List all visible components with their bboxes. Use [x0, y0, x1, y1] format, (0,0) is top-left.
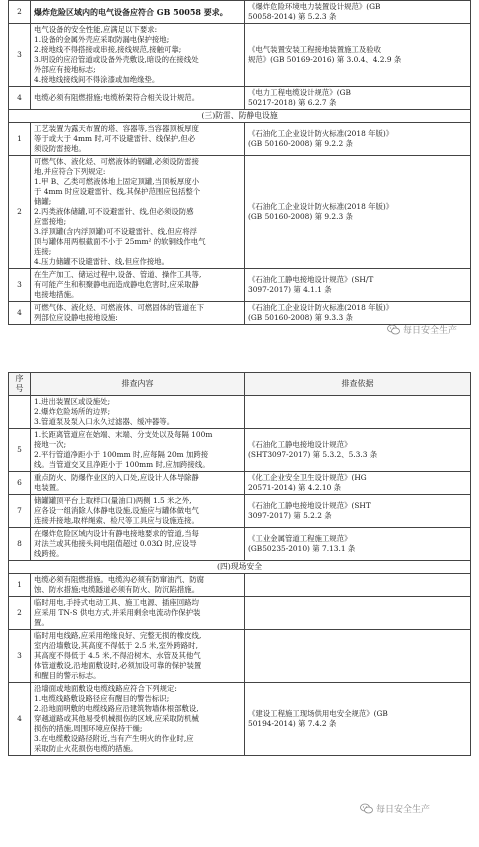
content-line: 4.压力储罐不设避雷针、线,但应作接地。 — [34, 257, 170, 266]
content-line: 在生产加工、储运过程中,设备、管道、操作工具等, — [34, 270, 202, 279]
table-row — [9, 396, 471, 429]
check-basis — [245, 156, 471, 269]
row-number: 2 — [9, 156, 31, 269]
content-line: 线跨接。 — [34, 549, 64, 558]
content-line: 储罐罐顶平台上取样口(量油口)两侧 1.5 米之外, — [34, 496, 192, 505]
basis-line: 《爆炸危险环境电力装置设计规范》(GB — [248, 2, 381, 11]
content-line: 须设防雷接地。 — [34, 144, 86, 153]
content-line: 连接; — [34, 247, 52, 256]
content-line: 3.明设的应沿管道或设备外壳敷设,暗设的在接线处 — [34, 55, 199, 64]
content-line: 列部位应设静电接地设施: — [34, 313, 118, 322]
content-line: 外部应有接地标志; — [34, 65, 96, 74]
content-line: 采取防止火花损伤电缆的措施。 — [34, 744, 138, 753]
content-line: 电缆必须有阻燃措施;电缆桥架符合相关设计规范。 — [34, 93, 200, 102]
content-line: 临时用电,手持式电动工具、施工电源、插座回路均 — [34, 598, 199, 607]
section-title: (四)现场安全 — [9, 561, 471, 574]
check-basis — [245, 597, 471, 630]
content-line: 临时用电线路,应采用绝缘良好、完整无损的橡皮线, — [34, 631, 202, 640]
content-line: 工艺装置为露天布置的塔、容器等,当容器顶板厚度 — [34, 124, 199, 133]
content-line: 等于或大于 4mm 时,可不设避雷针、线保护,但必 — [34, 134, 196, 143]
header-no: 序号 — [9, 373, 31, 396]
table-row — [9, 123, 471, 156]
upper-standards-table — [8, 0, 471, 325]
content-line: 1.进出装置区或设施处; — [34, 397, 111, 406]
content-line: 线。当管道交叉且净距小于 100mm 时,应加跨接线。 — [34, 460, 210, 469]
table-row — [9, 24, 471, 87]
content-line: 接地一次; — [34, 440, 67, 449]
basis-line: 《石油化工企业设计防火标准(2018 年版)》 — [248, 202, 394, 211]
row-number: 3 — [9, 630, 31, 683]
row-number: 2 — [9, 597, 31, 630]
basis-line: 50217-2018) 第 6.2.7 条 — [248, 98, 337, 107]
content-line: 爆炸危险区域内的电气设备应符合 GB 50058 要求。 — [34, 7, 228, 17]
content-line: 顶与罐体用两根截面不小于 25mm² 的软铜线作电气 — [34, 237, 206, 246]
basis-line: 《工业金属管道工程施工规范》 — [248, 534, 352, 543]
row-number: 3 — [9, 24, 31, 87]
check-content — [31, 683, 245, 756]
table-row — [9, 574, 471, 597]
basis-line: (GB 50160-2008) 第 9.2.2 条 — [248, 139, 353, 148]
basis-line: (SHT3097-2017) 第 5.3.2、5.3.3 条 — [248, 450, 378, 459]
row-number: 2 — [9, 1, 31, 24]
wechat-icon — [387, 324, 400, 335]
table-row — [9, 429, 471, 472]
basis-line: 《石油化工静电接地设计规范》(SHT — [248, 501, 371, 510]
content-line: 1.电缆线路敷设路径应有醒目的警告标识; — [34, 694, 170, 703]
table-row — [9, 302, 471, 325]
basis-line: (GB50235-2010) 第 7.13.1 条 — [248, 544, 356, 553]
content-line: 应各设一组消除人体静电设施,设施应与罐体做电气 — [34, 506, 199, 515]
header-content: 排查内容 — [31, 373, 245, 396]
watermark — [360, 802, 430, 815]
basis-line: 《电气装置安装工程接地装置施工及验收 — [248, 45, 382, 54]
content-line: 3.管道泵及泵入口永久过滤器、缓冲器等。 — [34, 417, 175, 426]
content-line: 穿越道路或其他易受机械损伤的区域,应采取防机械 — [34, 714, 199, 723]
content-line: 应采用 TN-S 供电方式,并采用剩余电流动作保护装 — [34, 608, 201, 617]
content-line: 对法兰或其他接头间电阻值超过 0.03Ω 时,应设导 — [34, 539, 197, 548]
basis-line: 50194-2014) 第 7.4.2 条 — [248, 719, 337, 728]
basis-line: 3097-2017) 第 5.2.2 条 — [248, 511, 332, 520]
section-row-site-safety — [9, 561, 471, 574]
table-row — [9, 495, 471, 528]
content-line: 地,并应符合下列规定: — [34, 167, 106, 176]
row-number: 4 — [9, 302, 31, 325]
section-row-lightning — [9, 110, 471, 123]
lower-standards-table — [8, 372, 471, 756]
content-line: 1.设备的金属外壳应采取防漏电保护接地; — [34, 35, 170, 44]
header-row — [9, 373, 471, 396]
check-content — [31, 597, 245, 630]
content-line: 2.丙类液体储罐,可不设避雷针、线,但必须设防感 — [34, 207, 194, 216]
content-line: 3.在电缆敷设路径附近,当有产生明火的作业时,应 — [34, 734, 194, 743]
content-line: 电装置。 — [34, 483, 64, 492]
content-line: 4.接地线接线间不得涂漆或加绝缘垫。 — [34, 75, 160, 84]
content-line: 蚀、防水措施;电缆隧道必须有防火、防沉陷措施。 — [34, 585, 200, 594]
table-row — [9, 528, 471, 561]
check-basis — [245, 429, 471, 472]
content-line: 可燃气体、液化烃、可燃液体、可燃固体的管道在下 — [34, 303, 204, 312]
section-title: (三)防雷、防静电设施 — [9, 110, 471, 123]
basis-line: 《化工企业安全卫生设计规范》(HG — [248, 473, 367, 482]
check-basis — [245, 630, 471, 683]
check-content — [31, 156, 245, 269]
content-line: 损伤的措施,周围环境应保持干燥; — [34, 724, 143, 733]
check-content — [31, 269, 245, 302]
content-line: 2.爆炸危险场所的边界; — [34, 407, 111, 416]
content-line: 储罐; — [34, 197, 52, 206]
check-content — [31, 396, 245, 429]
content-line: 沿墙面或地面敷设电缆线路应符合下列规定: — [34, 684, 177, 693]
table-row — [9, 597, 471, 630]
basis-line: 《电力工程电缆设计规范》(GB — [248, 88, 351, 97]
basis-line: 20571-2014) 第 4.2.10 条 — [248, 483, 342, 492]
page-gap — [0, 362, 479, 372]
check-content — [31, 574, 245, 597]
table-row — [9, 269, 471, 302]
content-line: 1.长距离管道应在始端、末端、分支处以及每隔 100m — [34, 430, 213, 439]
content-line: 应雷接地; — [34, 217, 67, 226]
row-number: 1 — [9, 123, 31, 156]
basis-line: 50058-2014) 第 5.2.3 条 — [248, 12, 337, 21]
check-content — [31, 123, 245, 156]
basis-line: 《石油化工企业设计防火标准(2018 年版)》 — [248, 129, 394, 138]
check-content — [31, 87, 245, 110]
watermark — [387, 323, 457, 336]
basis-line: 《石油化工静电接地设计规范》 — [248, 440, 352, 449]
lower-standards-table-sheet — [8, 372, 471, 756]
content-line: 2.平行管道净距小于 100mm 时,应每隔 20m 加跨接 — [34, 450, 209, 459]
table-row — [9, 630, 471, 683]
basis-line: (GB 50160-2008) 第 9.3.3 条 — [248, 313, 353, 322]
row-number: 4 — [9, 87, 31, 110]
content-line: 可燃气体、液化烃、可燃液体的钢罐,必须设防雷接 — [34, 157, 199, 166]
content-line: 在爆炸危险区域内设计有静电接地要求的管道,当每 — [34, 529, 199, 538]
row-number: 6 — [9, 472, 31, 495]
table-row — [9, 683, 471, 756]
check-content — [31, 472, 245, 495]
check-basis — [245, 302, 471, 325]
header-basis: 排查依据 — [245, 373, 471, 396]
check-basis — [245, 574, 471, 597]
content-line: 电接地措施。 — [34, 290, 79, 299]
watermark-text: 每日安全生产 — [376, 805, 431, 815]
content-line: 连接并接地,取样绳索、检尺等工具应与设施连接。 — [34, 516, 199, 525]
table-row — [9, 156, 471, 269]
basis-line: 《石油化工静电接地设计规范》(SH/T — [248, 275, 374, 284]
row-number: 7 — [9, 495, 31, 528]
basis-line: 《建设工程施工现场供用电安全规范》(GB — [248, 709, 388, 718]
check-content — [31, 528, 245, 561]
row-number: 8 — [9, 528, 31, 561]
wechat-icon — [360, 803, 373, 814]
content-line: 电气设备的安全性能,应满足以下要求: — [34, 25, 158, 34]
content-line: 体管道敷设,沿地面敷设时,必须加设可靠的保护装置 — [34, 661, 202, 670]
content-line: 置。 — [34, 618, 49, 627]
check-basis — [245, 1, 471, 24]
row-number: 3 — [9, 269, 31, 302]
check-content — [31, 630, 245, 683]
check-basis — [245, 396, 471, 429]
row-number — [9, 396, 31, 429]
check-content — [31, 24, 245, 87]
check-basis — [245, 269, 471, 302]
content-line: 于 4mm 时应设避雷针、线,其保护范围应包括整个 — [34, 187, 201, 196]
watermark-text: 每日安全生产 — [403, 326, 458, 336]
check-content — [31, 302, 245, 325]
check-basis — [245, 24, 471, 87]
table-row — [9, 87, 471, 110]
content-line: 重点防火、防爆作业区的入口处,应设计人体导除静 — [34, 473, 199, 482]
content-line: 3.浮顶罐(含内浮顶罐)可不设避雷针、线,但应将浮 — [34, 227, 197, 236]
check-basis — [245, 528, 471, 561]
check-basis — [245, 683, 471, 756]
content-line: 电缆必须有阻燃措施。电缆沟必须有防窜油汽、防腐 — [34, 575, 204, 584]
content-line: 和醒目的警示标志。 — [34, 671, 101, 680]
check-basis — [245, 472, 471, 495]
content-line: 1.甲 B、乙类可燃液体地上固定顶罐,当顶板厚度小 — [34, 177, 199, 186]
content-line: 有可能产生和积聚静电而造成静电危害时,应采取静 — [34, 280, 199, 289]
content-line: 其高度不得低于 4.5 米,不得沿树木、水管及其他气 — [34, 651, 201, 660]
content-line: 2.沿地面明敷的电缆线路应沿建筑物墙体根部敷设, — [34, 704, 199, 713]
check-content — [31, 1, 245, 24]
check-basis — [245, 123, 471, 156]
content-line: 2.接地线不得搭接或串接,接线规范,接触可靠; — [34, 45, 182, 54]
check-basis — [245, 87, 471, 110]
basis-line: (GB 50160-2008) 第 9.2.3 条 — [248, 212, 353, 221]
upper-standards-table-sheet — [8, 0, 471, 325]
table-row — [9, 1, 471, 24]
check-content — [31, 495, 245, 528]
basis-line: 规范》(GB 50169-2016) 第 3.0.4、4.2.9 条 — [248, 55, 402, 64]
row-number: 5 — [9, 429, 31, 472]
check-basis — [245, 495, 471, 528]
table-row — [9, 472, 471, 495]
row-number: 1 — [9, 574, 31, 597]
basis-line: 3097-2017) 第 4.1.1 条 — [248, 285, 332, 294]
content-line: 室内沿墙敷设,其高度不得低于 2.5 米,室外跨路时, — [34, 641, 198, 650]
row-number: 4 — [9, 683, 31, 756]
check-content — [31, 429, 245, 472]
basis-line: 《石油化工企业设计防火标准(2018 年版)》 — [248, 303, 394, 312]
